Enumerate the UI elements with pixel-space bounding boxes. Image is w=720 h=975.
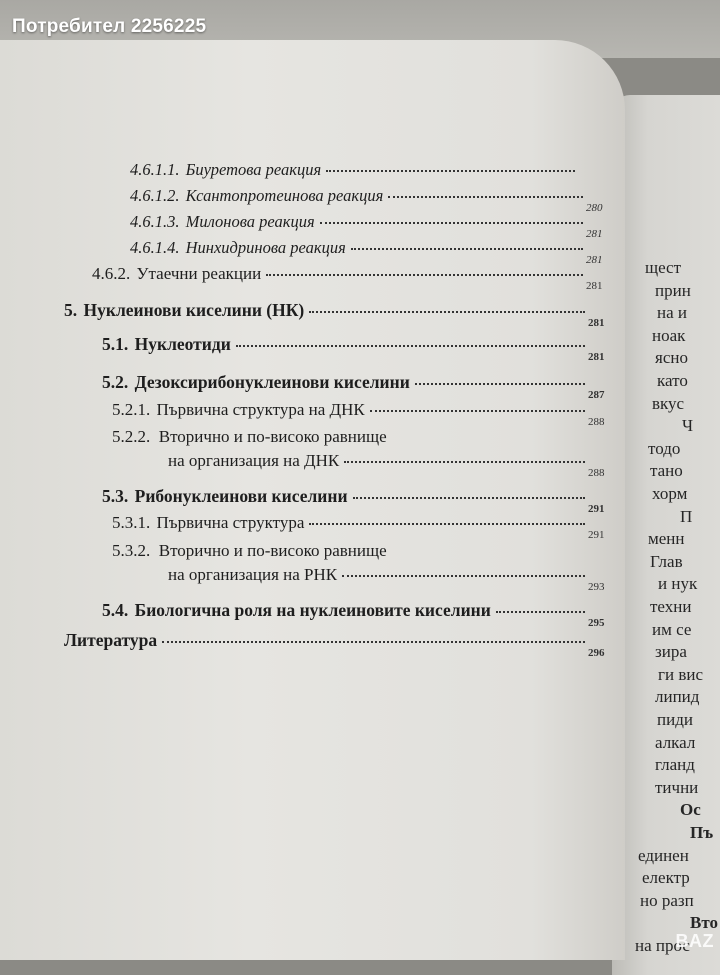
toc-number: 5. — [64, 300, 78, 320]
toc-title: Първична структура — [156, 513, 305, 532]
right-page-fragment: хорм — [652, 484, 688, 503]
right-page-fragment: техни — [650, 597, 692, 616]
right-page-fragment: П — [680, 506, 693, 526]
right-page-fragment: алкал — [655, 732, 696, 752]
toc-number: 4.6.2. — [92, 264, 131, 283]
toc-title: Литература — [64, 630, 158, 650]
toc-title-cont: на организация на РНК — [168, 565, 338, 584]
toc-title: Нуклеотиди — [134, 334, 231, 354]
right-page-fragment: Пъ — [690, 823, 714, 842]
toc-title: Биологична роля на нуклеиновите киселини — [134, 600, 491, 620]
toc-number: 4.6.1.1. — [130, 160, 180, 179]
right-page-fragment: но разп — [640, 890, 694, 910]
toc-page: 281 — [586, 254, 603, 266]
toc-page: 281 — [588, 351, 605, 363]
right-page-fragment: Вто — [690, 913, 718, 933]
toc-page: 280 — [586, 202, 603, 214]
toc-page: 295 — [588, 617, 605, 629]
right-page-fragment: Глав — [650, 551, 683, 571]
toc-number: 5.3.2. — [112, 541, 151, 560]
right-page-fragment: прин — [655, 280, 691, 300]
right-page-fragment: ясно — [655, 348, 688, 368]
toc-number: 4.6.1.3. — [130, 212, 180, 231]
toc-page: 288 — [588, 416, 605, 428]
toc-title: Първична структура на ДНК — [156, 400, 365, 419]
toc-number: 5.2.1. — [112, 400, 151, 419]
right-page-fragment: вкус — [652, 393, 685, 413]
toc-page: 291 — [588, 503, 605, 515]
right-page-fragment: Ч — [682, 416, 694, 436]
right-page-fragment: гланд — [655, 755, 695, 775]
toc-title: Нуклеинови киселини (НК) — [83, 300, 305, 320]
toc-title: Ксантопротеинова реакция — [185, 186, 384, 205]
toc-page: 291 — [588, 529, 605, 541]
toc-page: 288 — [588, 467, 605, 479]
toc-page: 287 — [588, 389, 605, 401]
right-page-fragment: липид — [655, 687, 700, 707]
toc-title: Дезоксирибонуклеинови киселини — [134, 372, 410, 392]
right-page-fragment: и нук — [658, 574, 698, 594]
right-page-fragment: на прос — [635, 936, 690, 955]
toc-title: Милонова реакция — [185, 212, 315, 231]
right-page-fragment: тодо — [648, 438, 681, 458]
toc-number: 5.2. — [102, 372, 129, 392]
toc-number: 5.4. — [102, 600, 129, 620]
toc-title-cont: на организация на ДНК — [168, 451, 340, 470]
toc-number: 5.3. — [102, 486, 129, 506]
right-page-fragment: зира — [655, 642, 687, 662]
toc-page: 281 — [586, 228, 603, 240]
right-page-fragment: им се — [652, 619, 692, 639]
right-page-fragment: ги вис — [658, 664, 703, 684]
toc-title: Рибонуклеинови киселини — [134, 486, 348, 506]
toc-title: Вторично и по-високо равнище — [158, 427, 387, 446]
right-page-fragment: Ос — [680, 800, 701, 820]
toc-title: Биуретова реакция — [185, 160, 322, 179]
toc-page: 293 — [588, 581, 605, 593]
toc-number: 4.6.1.2. — [130, 186, 180, 205]
uploader-watermark: Потребител 2256225 — [12, 16, 207, 37]
toc-page: 281 — [586, 280, 603, 292]
toc-number: 5.3.1. — [112, 513, 151, 532]
toc-page: 296 — [588, 647, 605, 659]
toc-number: 5.2.2. — [112, 427, 151, 446]
toc-page: 281 — [588, 317, 605, 329]
right-page-fragment: като — [657, 371, 688, 390]
site-logo: BAZ — [675, 931, 714, 951]
right-page-fragment: щест — [645, 258, 682, 277]
toc-title: Вторично и по-високо равнище — [158, 541, 387, 560]
right-page-fragment: тано — [650, 461, 683, 481]
toc-title: Нинхидринова реакция — [185, 238, 346, 257]
toc-number: 4.6.1.4. — [130, 238, 180, 257]
right-page-fragment: на и — [657, 303, 687, 323]
right-page-fragment: ноак — [652, 325, 686, 345]
toc-number: 5.1. — [102, 334, 129, 354]
right-page-fragment: пиди — [657, 710, 693, 729]
right-page-fragment: менн — [648, 529, 685, 549]
toc-title: Утаечни реакции — [136, 264, 262, 283]
right-page-fragment: електр — [642, 868, 690, 888]
right-page-fragment: единен — [638, 845, 689, 865]
right-page-fragment: тични — [655, 777, 699, 797]
